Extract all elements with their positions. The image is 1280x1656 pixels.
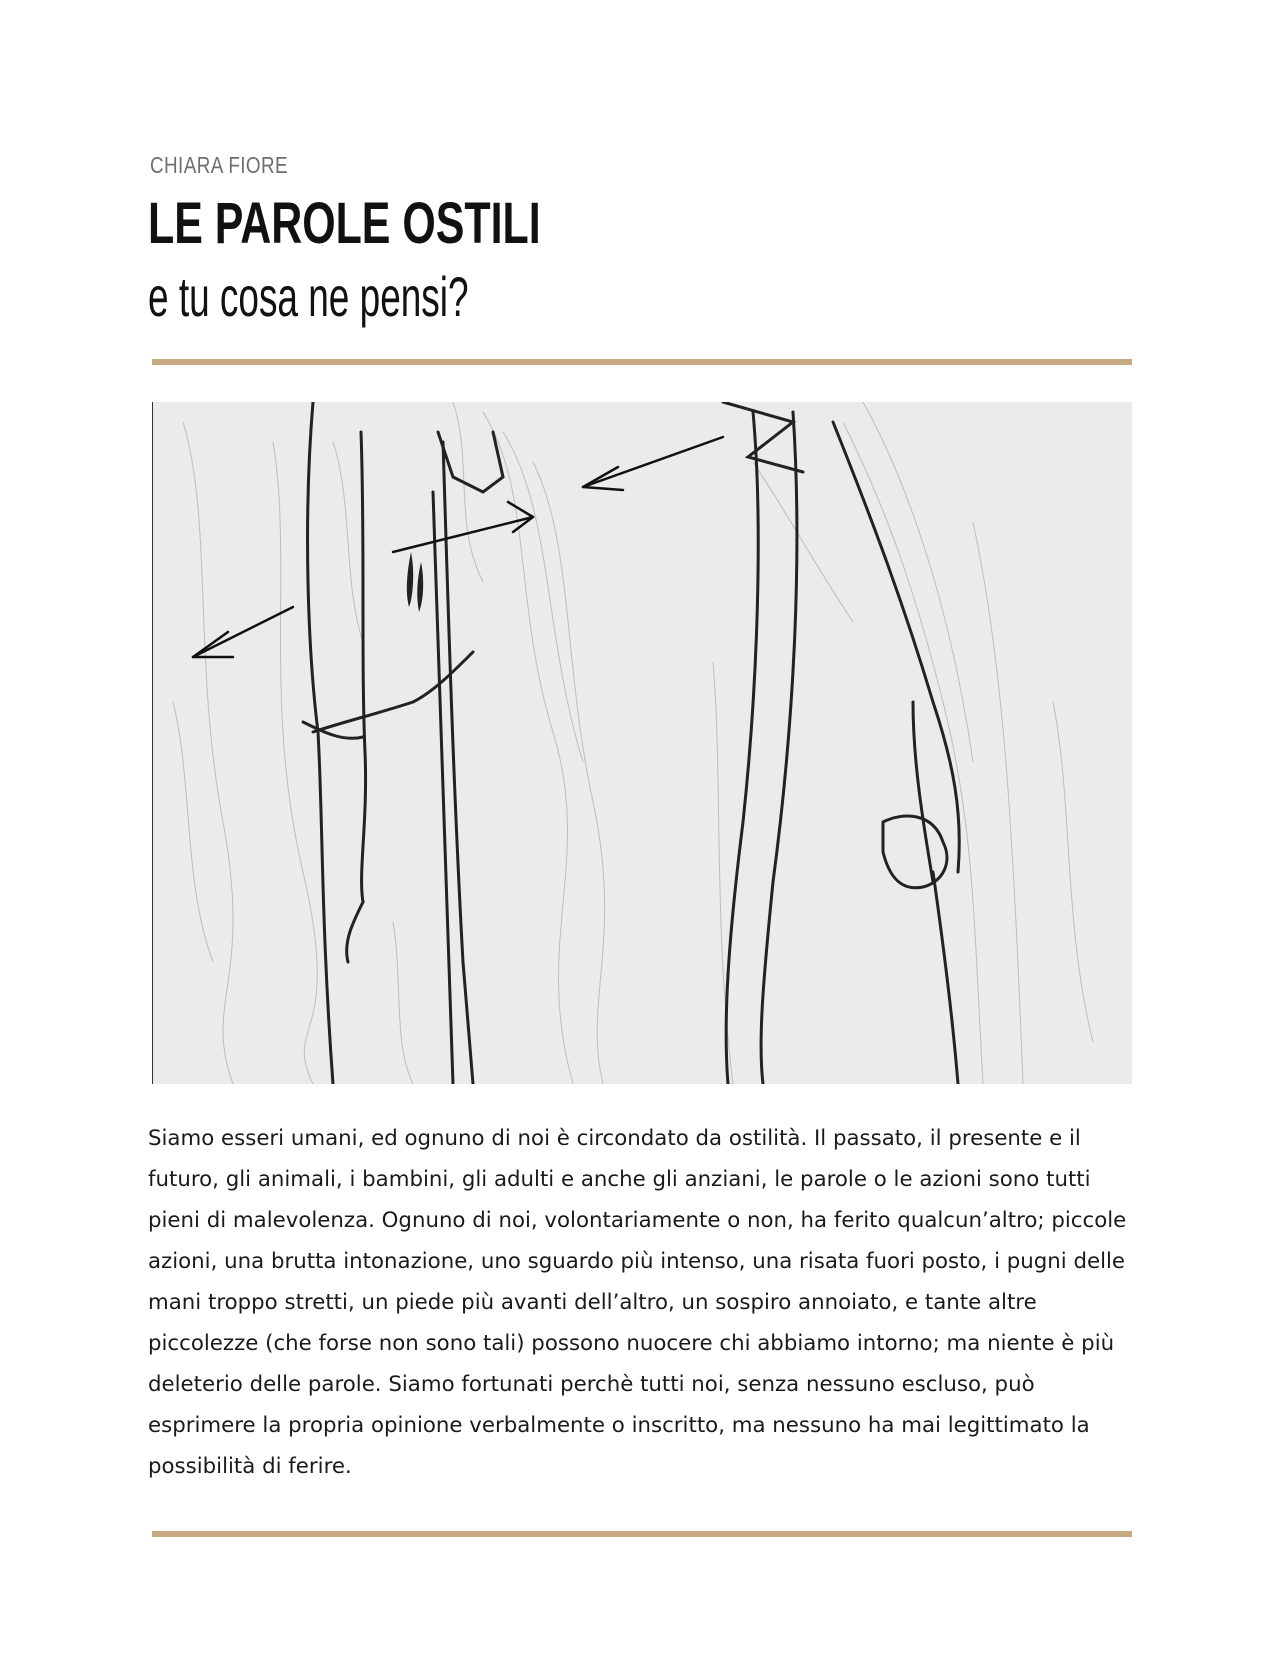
- article-subtitle: e tu cosa ne pensi?: [148, 265, 469, 328]
- article-author: CHIARA FIORE: [150, 152, 289, 178]
- article-title: LE PAROLE OSTILI: [148, 191, 541, 256]
- bottom-divider: [152, 1531, 1132, 1537]
- sketch-drawing: [153, 402, 1132, 1084]
- sketch-arrows: [193, 437, 723, 657]
- sketch-figures: [303, 402, 959, 1084]
- article-body: Siamo esseri umani, ed ognuno di noi è circondato da ostilità. Il passato, il presente e il futuro, gli animali, i bambini, gli adulti e anche gli anziani, le parole o le azioni sono tutti pieni di malevolenza. Ognuno di noi, volontariamente o non, ha ferito qualcun’altro; piccole azioni, una brutta intonazione, uno sguardo più intenso, una risata fuori posto, i pugni delle mani troppo stretti, un piede più avanti dell’altro, un sospiro annoiato, e tante altre piccolezze (che forse non sono tali) possono nuocere chi abbiamo intorno; ma niente è più deleterio delle parole. Siamo fortunati perchè tutti noi, senza nessuno escluso, può esprimere la propria opinione verbalmente o inscritto, ma nessuno ha mai legittimato la possibilità di ferire.: [148, 1126, 1127, 1479]
- sketch-illustration: [152, 402, 1132, 1084]
- sketch-background-strokes: [173, 402, 1093, 1084]
- top-divider: [152, 359, 1132, 365]
- sketch-wound-marks: [407, 552, 423, 612]
